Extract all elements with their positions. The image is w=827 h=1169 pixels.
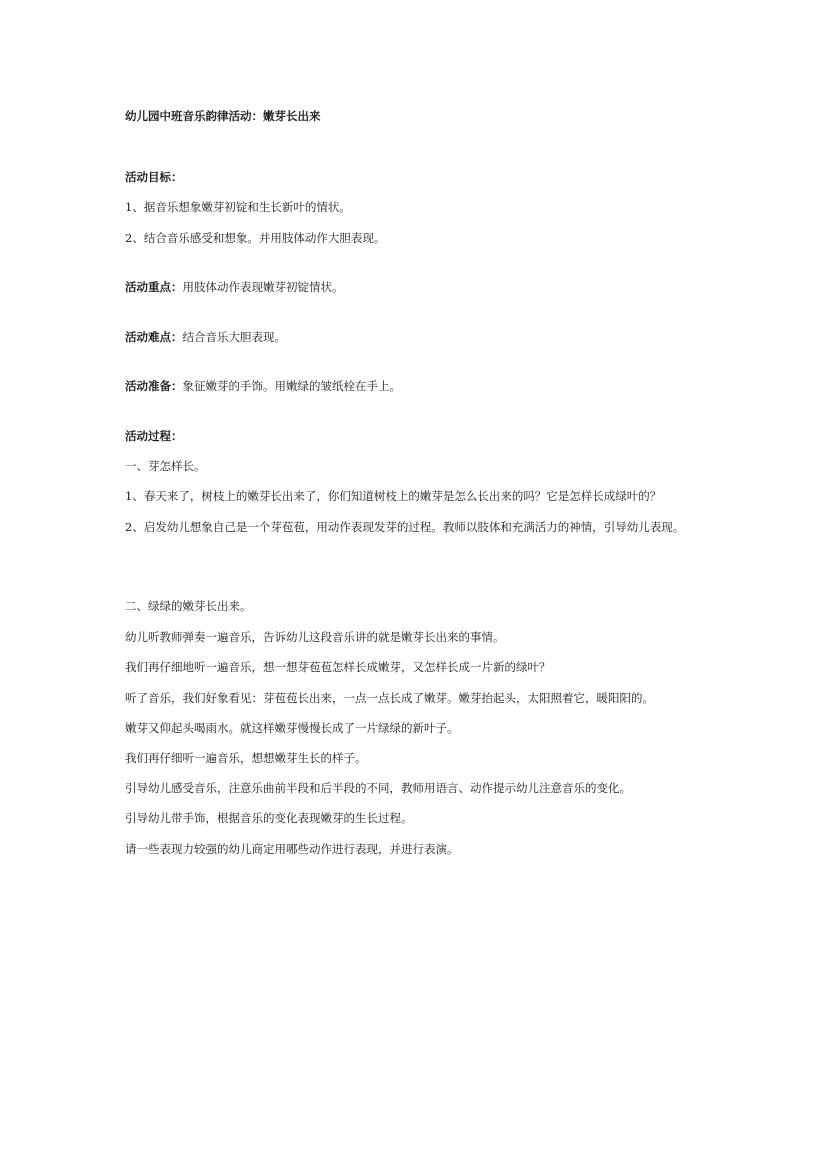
goal-item: 2、结合音乐感受和想象。并用肢体动作大胆表现。 <box>125 231 386 245</box>
process-part1-item: 2、启发幼儿想象自己是一个芽苞苞，用动作表现发芽的过程。教师以肢体和充满活力的神情，引导幼儿表现。 <box>125 520 685 534</box>
process-part2-line: 幼儿听教师弹奏一遍音乐，告诉幼儿这段音乐讲的就是嫩芽长出来的事情。 <box>125 630 505 644</box>
process-part2-line: 我们再仔细地听一遍音乐，想一想芽苞苞怎样长成嫩芽，又怎样长成一片新的绿叶？ <box>125 660 551 674</box>
process-part2-line: 引导幼儿感受音乐，注意乐曲前半段和后半段的不同，教师用语言、动作提示幼儿注意音乐的变化。 <box>125 781 631 795</box>
process-part2-line: 请一些表现力较强的幼儿商定用哪些动作进行表现，并进行表演。 <box>125 842 459 856</box>
process-part2-line: 听了音乐，我们好象看见：芽苞苞长出来，一点一点长成了嫩芽。嫩芽抬起头，太阳照着它，暖阳阳的。 <box>125 691 654 705</box>
process-part1-title: 一、芽怎样长。 <box>125 459 206 473</box>
process-part2-title: 二、绿绿的嫩芽长出来。 <box>125 599 252 613</box>
difficulty-label: 活动难点： <box>125 330 183 344</box>
key-point-row <box>125 279 344 295</box>
difficulty-row <box>125 329 286 345</box>
process-part2-line: 我们再仔细听一遍音乐，想想嫩芽生长的样子。 <box>125 751 367 765</box>
difficulty-text: 结合音乐大胆表现。 <box>182 330 286 344</box>
process-part2-line: 引导幼儿带手饰，根据音乐的变化表现嫩芽的生长过程。 <box>125 811 413 825</box>
preparation-text: 象征嫩芽的手饰。用嫩绿的皱纸栓在手上。 <box>182 379 401 393</box>
goals-heading: 活动目标： <box>125 170 183 184</box>
goal-item: 1、据音乐想象嫩芽初锭和生长新叶的情状。 <box>125 200 351 214</box>
preparation-label: 活动准备： <box>125 379 183 393</box>
document-title: 幼儿园中班音乐韵律活动：嫩芽长出来 <box>125 109 321 123</box>
process-part2-line: 嫩芽又仰起头喝雨水。就这样嫩芽慢慢长成了一片绿绿的新叶子。 <box>125 721 459 735</box>
key-point-label: 活动重点： <box>125 280 183 294</box>
key-point-text: 用肢体动作表现嫩芽初锭情状。 <box>182 280 344 294</box>
process-part1-item: 1、春天来了，树枝上的嫩芽长出来了，你们知道树枝上的嫩芽是怎么长出来的吗？它是怎样长成绿叶的？ <box>125 489 662 503</box>
preparation-row <box>125 378 401 394</box>
process-heading: 活动过程： <box>125 429 183 443</box>
